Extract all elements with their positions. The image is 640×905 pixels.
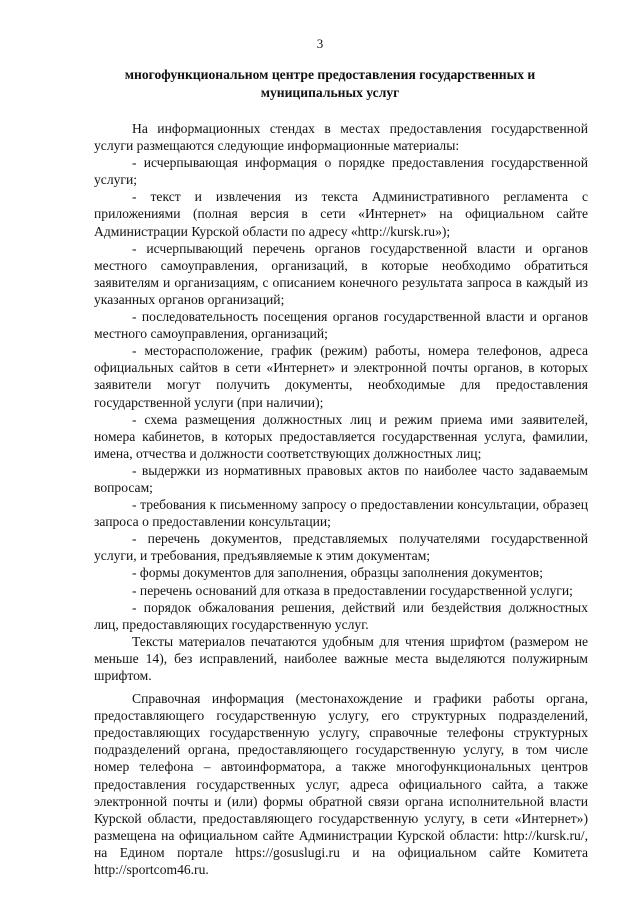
list-item: - выдержки из нормативных правовых актов по наиболее часто задаваемым вопросам; [94, 462, 588, 495]
list-item: - текст и извлечения из текста Административного регламента с приложениями (полная версия в сети «Интернет» на официальном сайте Администрации Курской области по адресу «http://kursk.ru»); [94, 189, 588, 239]
list-item: - месторасположение, график (режим) работы, номера телефонов, адреса официальных сайтов в сети «Интернет» и электронной почты органов, в которых заявители могут получить документы, необходимые для предоставления государственной услуги (при наличии); [94, 343, 588, 410]
paragraph-fonts: Тексты материалов печатаются удобным для чтения шрифтом (размером не меньше 14), без исправлений, наиболее важные места выделяются полужирным шрифтом. [94, 633, 588, 683]
list-item: - исчерпывающая информация о порядке предоставления государственной услуги; [94, 155, 588, 188]
list-item: - последовательность посещения органов государственной власти и органов местного самоуправления, организаций; [94, 309, 588, 342]
section-heading: многофункциональном центре предоставления государственных и муниципальных услуг [124, 67, 536, 100]
paragraph-reference-info: Справочная информация (местонахождение и графики работы органа, предоставляющего государственную услугу, его структурных подразделений, предоставляющих государственную услугу, справочные телефоны структурных подразделений органа, предоставляющего государственную услугу, в том числе номер телефона – автоинформатора, а также многофункциональных центров предоставления государственных услуг, адреса официального сайта, а также электронной почты и (или) формы обратной связи органа исполнительной власти Курской области, предоставляющего государственную услугу, в сети «Интернет») размещена на официальном сайте Администрации Курской области: http://kursk.ru/, на Едином портале https://gosuslugi.ru и на официальном сайте Комитета http://sportcom46.ru. [94, 691, 588, 878]
list-item: - требования к письменному запросу о предоставлении консультации, образец запроса о предоставлении консультации; [94, 497, 588, 530]
list-item: - перечень оснований для отказа в предоставлении государственной услуги; [132, 582, 573, 598]
list-item: - порядок обжалования решения, действий или бездействия должностных лиц, предоставляющих государственную услуг. [94, 599, 588, 632]
paragraph-intro: На информационных стендах в местах предоставления государственной услуги размещаются следующие информационные материалы: [94, 121, 588, 154]
page-number: 3 [316, 36, 324, 51]
list-item: - перечень документов, представляемых получателями государственной услуги, и требования, предъявляемые к этим документам; [94, 531, 588, 564]
document-body [94, 120, 588, 878]
list-item: - формы документов для заполнения, образцы заполнения документов; [132, 565, 543, 581]
list-item: - схема размещения должностных лиц и режим приема ими заявителей, номера кабинетов, в которых предоставляется государственная услуга, фамилии, имена, отчества и должности соответствующих должностных лиц; [94, 411, 588, 461]
list-item: - исчерпывающий перечень органов государственной власти и органов местного самоуправления, организаций, в которые необходимо обратиться заявителям и организациям, с описанием конечного результата запроса в каждый из указанных органов организаций; [94, 240, 588, 307]
